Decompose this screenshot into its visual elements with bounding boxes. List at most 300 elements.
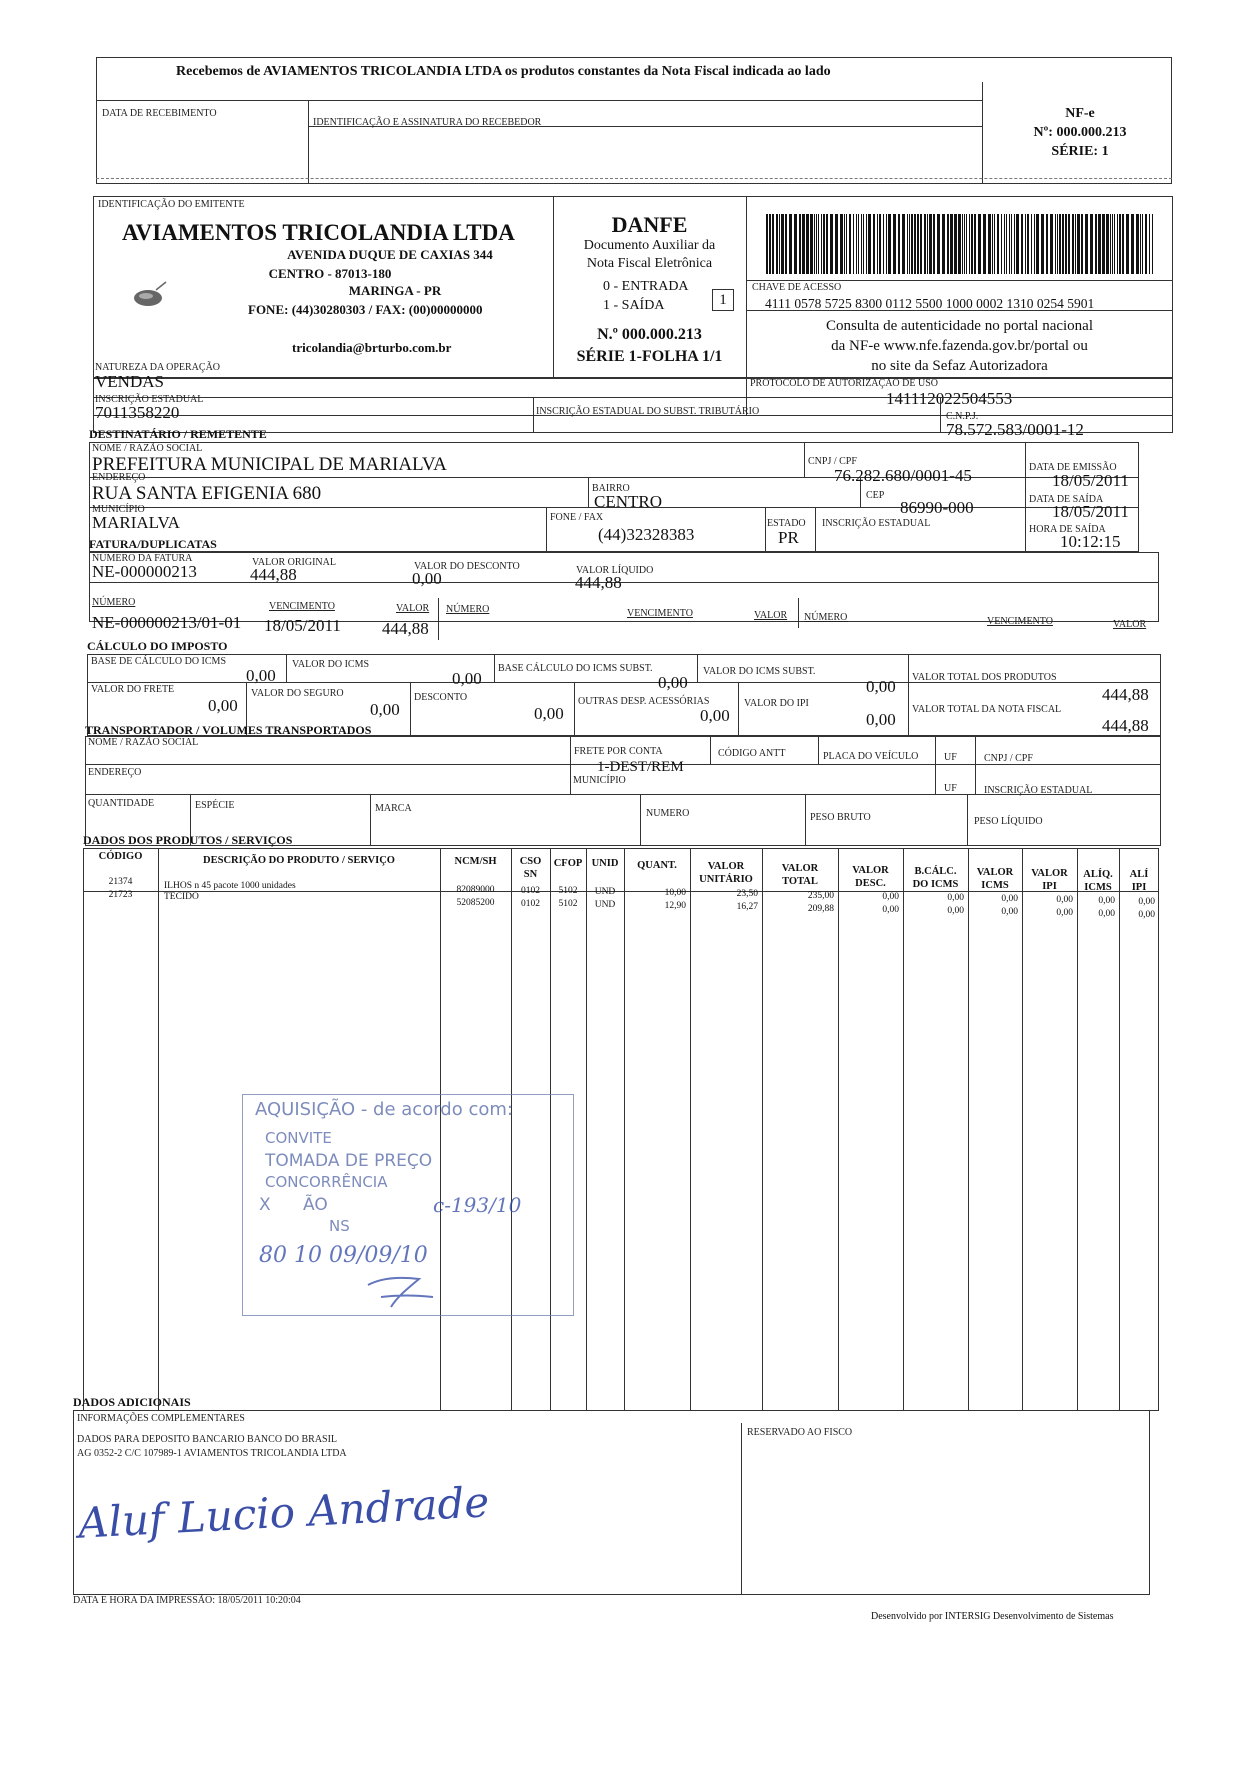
developer-credit: Desenvolvido por INTERSIG Desenvolvimento de Sistemas (871, 1611, 1114, 1622)
barcode-bar (1119, 214, 1121, 274)
barcode-bar (818, 214, 819, 274)
barcode-bar (1136, 214, 1139, 274)
row2-bc: 0,00 (947, 906, 964, 916)
barcode-bar (927, 214, 928, 274)
recipient-cnpj: 76.282.680/0001-45 (834, 466, 972, 485)
row2-unit: UND (594, 900, 616, 910)
barcode-bar (1122, 214, 1124, 274)
phone-value: (44)32328383 (598, 525, 695, 544)
barcode-bar (1112, 214, 1113, 274)
col-ipi-2: IPI (1042, 881, 1057, 892)
icms-st-base-label: BASE CÁLCULO DO ICMS SUBST. (498, 663, 653, 674)
row2-cfop: 5102 (558, 899, 578, 909)
barcode-bar (1098, 214, 1101, 274)
invoice-number: NE-000000213 (92, 562, 197, 581)
stamp-handwritten-2: 80 10 09/09/10 (259, 1243, 428, 1268)
barcode-bar (909, 214, 910, 274)
barcode-bar (933, 214, 935, 274)
barcode-bar (1068, 214, 1070, 274)
handwritten-signature: Aluf Lucio Andrade (76, 1477, 491, 1548)
invoice-section-label: FATURA/DUPLICATAS (89, 537, 217, 551)
col-qty: QUANT. (637, 860, 677, 871)
receipt-nfe-number: Nº: 000.000.213 (1033, 125, 1127, 140)
freight-by-value: 1-DEST/REM (597, 759, 684, 775)
row2-icms: 0,00 (1001, 907, 1018, 917)
invoice-block (89, 552, 1159, 622)
barcode-bar (1142, 214, 1143, 274)
freight-label: VALOR DO FRETE (91, 684, 175, 695)
barcode-bar (776, 214, 778, 274)
col-bc-1: B.CÁLC. (914, 866, 957, 877)
state-label: ESTADO (767, 518, 806, 529)
barcode-bar (924, 214, 926, 274)
barcode-bar (772, 214, 774, 274)
barcode-bar (879, 214, 881, 274)
barcode-bar (1025, 214, 1026, 274)
barcode-bar (962, 214, 963, 274)
row1-ipi: 0,00 (1056, 895, 1073, 905)
row1-aliq-ipi: 0,00 (1138, 897, 1155, 907)
col-desc: DESCRIÇÃO DO PRODUTO / SERVIÇO (203, 855, 395, 866)
dup-value: 444,88 (382, 619, 429, 638)
barcode-bar (877, 214, 878, 274)
icms-st-label: VALOR DO ICMS SUBST. (703, 666, 816, 677)
stamp-line6: ÃO (303, 1195, 328, 1215)
carrier-ie-label: INSCRIÇÃO ESTADUAL (984, 785, 1093, 796)
stamp-initial-mark (363, 1271, 443, 1311)
barcode-bar (835, 214, 838, 274)
dup-value-label-2: VALOR (754, 610, 788, 621)
col-disc-1: VALOR (852, 865, 889, 876)
col-icms-1: VALOR (976, 867, 1014, 878)
barcode-bar (1077, 214, 1080, 274)
barcode-bar (840, 214, 843, 274)
danfe-saida: 1 - SAÍDA (603, 298, 665, 313)
row1-ncm: 82089000 (456, 885, 495, 895)
receipt-serie: SÉRIE: 1 (1051, 144, 1109, 159)
barcode-bar (1152, 214, 1153, 274)
barcode-bar (929, 214, 932, 274)
emitter-name: AVIAMENTOS TRICOLANDIA LTDA (122, 220, 515, 245)
other-expenses-value: 0,00 (700, 706, 730, 725)
barcode-bar (785, 214, 787, 274)
col-cst-1: CSO (519, 856, 542, 867)
barcode-bar (1110, 214, 1111, 274)
additional-info-label: INFORMAÇÕES COMPLEMENTARES (77, 1413, 245, 1424)
barcode-bar (868, 214, 871, 274)
barcode-bar (853, 214, 854, 274)
dup-number-label-2: NÚMERO (446, 604, 490, 615)
barcode-bar (866, 214, 867, 274)
row1-bc: 0,00 (947, 893, 964, 903)
invoice-number-label: NÚMERO DA FATURA (92, 553, 193, 564)
barcode-bar (914, 214, 916, 274)
additional-section-label: DADOS ADICIONAIS (73, 1395, 191, 1409)
emitter-section-label: IDENTIFICAÇÃO DO EMITENTE (98, 199, 245, 210)
danfe-title: DANFE (611, 212, 688, 237)
invoice-net-label: VALOR LÍQUIDO (576, 565, 654, 576)
barcode-bar (1117, 214, 1118, 274)
barcode-bar (1027, 214, 1029, 274)
invoice-discount-label: VALOR DO DESCONTO (414, 561, 520, 572)
stamp-handwritten-1: c-193/10 (433, 1193, 522, 1217)
access-key-label: CHAVE DE ACESSO (752, 282, 842, 293)
carrier-address-label: ENDEREÇO (88, 767, 142, 778)
barcode-bar (1021, 214, 1023, 274)
dup-number-label-3: NÚMERO (804, 612, 848, 623)
row1-total: 235,00 (807, 891, 834, 901)
barcode-bar (1057, 214, 1058, 274)
row2-total: 209,88 (807, 904, 834, 914)
barcode-bar (861, 214, 862, 274)
emitter-cnpj-value: 78.572.583/0001-12 (946, 420, 1084, 439)
invoice-original-label: VALOR ORIGINAL (252, 557, 336, 568)
barcode-bar (958, 214, 961, 274)
receipt-signature-label: IDENTIFICAÇÃO E ASSINATURA DO RECEBEDOR (313, 117, 542, 128)
recipient-address-label: ENDEREÇO (92, 472, 146, 483)
fisco-label: RESERVADO AO FISCO (747, 1427, 853, 1438)
invoice-discount: 0,00 (412, 569, 442, 588)
barcode-bar (964, 214, 965, 274)
barcode-bar (966, 214, 967, 274)
barcode-bar (789, 214, 792, 274)
barcode-bar (942, 214, 945, 274)
col-ncm: NCM/SH (454, 856, 497, 867)
dup-due-label: VENCIMENTO (269, 601, 335, 612)
row1-icms: 0,00 (1001, 894, 1018, 904)
emission-date: 18/05/2011 (1052, 471, 1129, 490)
district-value: CENTRO (594, 492, 662, 511)
freight-by-label: FRETE POR CONTA (574, 746, 663, 757)
row2-desc: TECIDO (164, 892, 199, 902)
barcode-bar (863, 214, 864, 274)
receipt-header: Recebemos de AVIAMENTOS TRICOLANDIA LTDA os produtos constantes da Nota Fiscal indicada ao lado (176, 64, 831, 79)
recipient-address: RUA SANTA EFIGENIA 680 (92, 483, 322, 504)
barcode-bar (1031, 214, 1032, 274)
net-weight-label: PESO LÍQUIDO (974, 816, 1043, 827)
barcode-bar (1126, 214, 1129, 274)
gross-weight-label: PESO BRUTO (810, 812, 871, 823)
barcode-bar (954, 214, 957, 274)
city-label: MUNICÍPIO (92, 504, 145, 515)
other-expenses-label: OUTRAS DESP. ACESSÓRIAS (578, 696, 710, 707)
barcode-bar (1062, 214, 1064, 274)
row1-unit: UND (594, 887, 616, 897)
danfe-subtitle1: Documento Auxiliar da (583, 238, 716, 253)
cep-value: 86990-000 (900, 498, 974, 517)
danfe-subtitle2: Nota Fiscal Eletrônica (586, 256, 713, 271)
discount-label: DESCONTO (414, 692, 468, 703)
icms-label: VALOR DO ICMS (292, 659, 370, 670)
row2-ipi: 0,00 (1056, 908, 1073, 918)
barcode-bar (781, 214, 784, 274)
dup-number: NE-000000213/01-01 (92, 613, 242, 632)
nature-label: NATUREZA DA OPERAÇÃO (95, 362, 221, 373)
barcode-bar (1140, 214, 1141, 274)
row2-unit-price: 16,27 (736, 902, 758, 912)
receipt-date-label: DATA DE RECEBIMENTO (102, 108, 217, 119)
barcode-bar (911, 214, 913, 274)
barcode-bar (816, 214, 817, 274)
barcode-bar (1085, 214, 1088, 274)
invoice-net: 444,88 (575, 573, 622, 592)
barcode-bar (1050, 214, 1053, 274)
dup-number-label: NÚMERO (92, 597, 136, 608)
col-icms-2: ICMS (981, 880, 1009, 891)
col-aliq-ipi-2: IPI (1131, 882, 1147, 893)
barcode-bar (826, 214, 828, 274)
col-aliq-ipi-1: ALÍ (1129, 869, 1149, 880)
icms-base-label: BASE DE CÁLCULO DO ICMS (91, 656, 227, 667)
consult-line3: no site da Sefaz Autorizadora (871, 358, 1048, 374)
barcode-bar (1016, 214, 1019, 274)
danfe-entrada: 0 - ENTRADA (603, 279, 689, 294)
exit-date: 18/05/2011 (1052, 502, 1129, 521)
col-disc-2: DESC. (855, 878, 886, 889)
transport-section-label: TRANSPORTADOR / VOLUMES TRANSPORTADOS (85, 723, 372, 737)
recipient-name: PREFEITURA MUNICIPAL DE MARIALVA (92, 454, 447, 475)
receipt-nfe-label: NF-e (1065, 106, 1095, 121)
barcode-bar (1081, 214, 1083, 274)
dup-due-label-2: VENCIMENTO (627, 608, 693, 619)
recipient-section-label: DESTINATÁRIO / REMETENTE (89, 427, 267, 441)
barcode-bar (769, 214, 771, 274)
ie-label: INSCRIÇÃO ESTADUAL (95, 394, 204, 405)
row2-aliq-icms: 0,00 (1098, 909, 1115, 919)
barcode-bar (1011, 214, 1012, 274)
barcode-bar (886, 214, 887, 274)
barcode-bar (846, 214, 847, 274)
plate-label: PLACA DO VEÍCULO (823, 751, 919, 762)
carrier-city-label: MUNICÍPIO (573, 775, 626, 786)
barcode-bar (1001, 214, 1002, 274)
row1-desc: ILHOS n 45 pacote 1000 unidades (164, 881, 296, 891)
phone-label: FONE / FAX (550, 512, 604, 523)
row2-aliq-ipi: 0,00 (1138, 910, 1155, 920)
barcode-bar (1106, 214, 1109, 274)
dup-value-label: VALOR (396, 603, 430, 614)
barcode-bar (1014, 214, 1015, 274)
row2-qty: 12,90 (664, 901, 686, 911)
emitter-logo (128, 280, 170, 310)
insurance-value: 0,00 (370, 700, 400, 719)
barcode-bar (947, 214, 949, 274)
emitter-phone: FONE: (44)30280303 / FAX: (00)00000000 (248, 302, 483, 317)
dup-due-label-3: VENCIMENTO (987, 616, 1053, 627)
recipient-cnpj-label: CNPJ / CPF (808, 456, 857, 467)
stamp-line5: X (259, 1195, 271, 1215)
barcode-bar (856, 214, 857, 274)
col-unit-price-1: VALOR (707, 861, 745, 872)
barcode-bar (1055, 214, 1056, 274)
exit-time: 10:12:15 (1060, 532, 1121, 551)
barcode-bar (830, 214, 833, 274)
barcode-bar (917, 214, 919, 274)
barcode-bar (806, 214, 809, 274)
barcode-bar (1046, 214, 1048, 274)
emitter-district: CENTRO - 87013-180 (268, 266, 392, 281)
col-code: CÓDIGO (98, 851, 143, 862)
tax-section-label: CÁLCULO DO IMPOSTO (87, 639, 228, 653)
barcode-bar (1090, 214, 1093, 274)
bank-info-line1: DADOS PARA DEPOSITO BANCARIO BANCO DO BRASIL (77, 1434, 338, 1445)
barcode-bar (1041, 214, 1044, 274)
protocol-value: 141112022504553 (886, 389, 1013, 408)
carrier-uf-label: UF (944, 783, 957, 794)
barcode-bar (971, 214, 973, 274)
barcode-bar (810, 214, 813, 274)
barcode-bar (766, 214, 768, 274)
barcode-bar (873, 214, 875, 274)
ie-value: 7011358220 (95, 403, 180, 422)
stamp-line1: AQUISIÇÃO - de acordo com: (255, 1099, 513, 1120)
barcode-bar (978, 214, 981, 274)
freight-value: 0,00 (208, 696, 238, 715)
col-cst-2: SN (523, 869, 538, 880)
barcode-bar (1006, 214, 1007, 274)
barcode-bar (888, 214, 891, 274)
barcode-bar (992, 214, 993, 274)
barcode-bar (1034, 214, 1035, 274)
cut-line (96, 178, 1172, 179)
consult-line1: Consulta de autenticidade no portal nacional (826, 318, 1093, 334)
barcode-bar (1145, 214, 1147, 274)
barcode-bar (974, 214, 976, 274)
stamp-line3: TOMADA DE PREÇO (265, 1151, 433, 1171)
barcode-bar (1149, 214, 1150, 274)
city-value: MARIALVA (92, 513, 180, 532)
print-datetime: DATA E HORA DA IMPRESSÃO: 18/05/2011 10:20:04 (73, 1595, 301, 1606)
transport-uf-label: UF (944, 752, 957, 763)
antt-label: CÓDIGO ANTT (718, 748, 786, 759)
col-unit: UNID (591, 858, 619, 869)
barcode-bar (1114, 214, 1115, 274)
danfe-type-box: 1 (712, 289, 734, 311)
consult-line2: da NF-e www.nfe.fazenda.gov.br/portal ou (831, 338, 1088, 354)
barcode-bar (920, 214, 922, 274)
col-aliq-icms-1: ALÍQ. (1083, 869, 1113, 880)
ie-st-label: INSCRIÇÃO ESTADUAL DO SUBST. TRIBUTÁRIO (536, 406, 760, 417)
access-key: 4111 0578 5725 8300 0112 5500 1000 0002 1310 0254 5901 (765, 296, 1095, 311)
procurement-stamp (242, 1094, 574, 1316)
row1-unit-price: 23,50 (736, 889, 758, 899)
barcode-bar (844, 214, 845, 274)
insurance-label: VALOR DO SEGURO (251, 688, 344, 699)
barcode-bar (802, 214, 805, 274)
barcode-bar (779, 214, 780, 274)
state-value: PR (778, 528, 799, 547)
barcode-bar (821, 214, 822, 274)
stamp-line7: NS (329, 1217, 350, 1235)
barcode-bar (1065, 214, 1067, 274)
recipient-ie-label: INSCRIÇÃO ESTADUAL (822, 518, 931, 529)
icms-st-base: 0,00 (658, 673, 688, 692)
cep-label: CEP (866, 490, 885, 501)
barcode-bar (1102, 214, 1105, 274)
row1-cfop: 5102 (558, 886, 578, 896)
recipient-name-label: NOME / RAZÃO SOCIAL (92, 443, 203, 454)
icms-value: 0,00 (452, 669, 482, 688)
stamp-line2: CONVITE (265, 1129, 332, 1147)
access-key-barcode (766, 214, 1156, 274)
emitter-email: tricolandia@brturbo.com.br (292, 340, 452, 355)
row1-code: 21374 (108, 877, 133, 887)
protocol-label: PROTOCOLO DE AUTORIZAÇÃO DE USO (750, 378, 938, 389)
danfe-number: N.º 000.000.213 (597, 326, 702, 343)
barcode-bar (814, 214, 815, 274)
barcode-bar (969, 214, 970, 274)
products-total-label: VALOR TOTAL DOS PRODUTOS (912, 672, 1057, 683)
barcode-bar (950, 214, 953, 274)
products-section-label: DADOS DOS PRODUTOS / SERVIÇOS (83, 833, 293, 847)
col-total-1: VALOR (781, 863, 819, 874)
barcode-bar (1072, 214, 1074, 274)
quantity-label: QUANTIDADE (88, 798, 155, 809)
col-cfop: CFOP (553, 858, 583, 869)
carrier-cnpj-label: CNPJ / CPF (984, 753, 1033, 764)
col-ipi-1: VALOR (1031, 868, 1068, 879)
barcode-bar (1131, 214, 1134, 274)
barcode-bar (893, 214, 896, 274)
barcode-bar (994, 214, 995, 274)
icms-st-value: 0,00 (866, 677, 896, 696)
barcode-bar (902, 214, 905, 274)
nature-value: VENDAS (95, 372, 164, 391)
barcode-bar (1036, 214, 1039, 274)
row2-cst: 0102 (521, 899, 540, 909)
danfe-serie-folha: SÉRIE 1-FOLHA 1/1 (576, 348, 723, 365)
row2-ncm: 52085200 (456, 898, 495, 908)
barcode-bar (937, 214, 940, 274)
barcode-bar (799, 214, 801, 274)
barcode-bar (1009, 214, 1010, 274)
invoice-original: 444,88 (250, 565, 297, 584)
barcode-bar (1075, 214, 1076, 274)
col-total-2: TOTAL (782, 876, 818, 887)
col-aliq-icms-2: ICMS (1084, 882, 1112, 893)
barcode-bar (1095, 214, 1097, 274)
exit-time-label: HORA DE SAÍDA (1029, 524, 1106, 535)
emitter-address: AVENIDA DUQUE DE CAXIAS 344 (287, 247, 493, 262)
barcode-bar (858, 214, 859, 274)
barcode-bar (849, 214, 851, 274)
invoice-total: 444,88 (1102, 716, 1149, 735)
products-total: 444,88 (1102, 685, 1149, 704)
barcode-bar (988, 214, 991, 274)
barcode-bar (794, 214, 797, 274)
stamp-line4: CONCORRÊNCIA (265, 1173, 388, 1191)
barcode-bar (823, 214, 825, 274)
discount-value: 0,00 (534, 704, 564, 723)
col-bc-2: DO ICMS (912, 879, 959, 890)
icms-base: 0,00 (246, 666, 276, 685)
bank-info-line2: AG 0352-2 C/C 107989-1 AVIAMENTOS TRICOLANDIA LTDA (77, 1448, 347, 1459)
dup-value-label-3: VALOR (1113, 619, 1147, 630)
carrier-name-label: NOME / RAZÃO SOCIAL (88, 737, 199, 748)
barcode-bar (997, 214, 999, 274)
barcode-bar (1059, 214, 1061, 274)
brand-label: MARCA (375, 803, 412, 814)
district-label: BAIRRO (592, 483, 630, 494)
emitter-city: MARINGA - PR (348, 283, 442, 298)
emitter-cnpj-label: C.N.P.J. (946, 411, 979, 422)
exit-date-label: DATA DE SAÍDA (1029, 494, 1104, 505)
volume-number-label: NUMERO (646, 808, 690, 819)
barcode-bar (907, 214, 908, 274)
row1-qty: 10,00 (664, 888, 686, 898)
barcode-bar (1004, 214, 1005, 274)
ipi-label: VALOR DO IPI (744, 698, 809, 709)
